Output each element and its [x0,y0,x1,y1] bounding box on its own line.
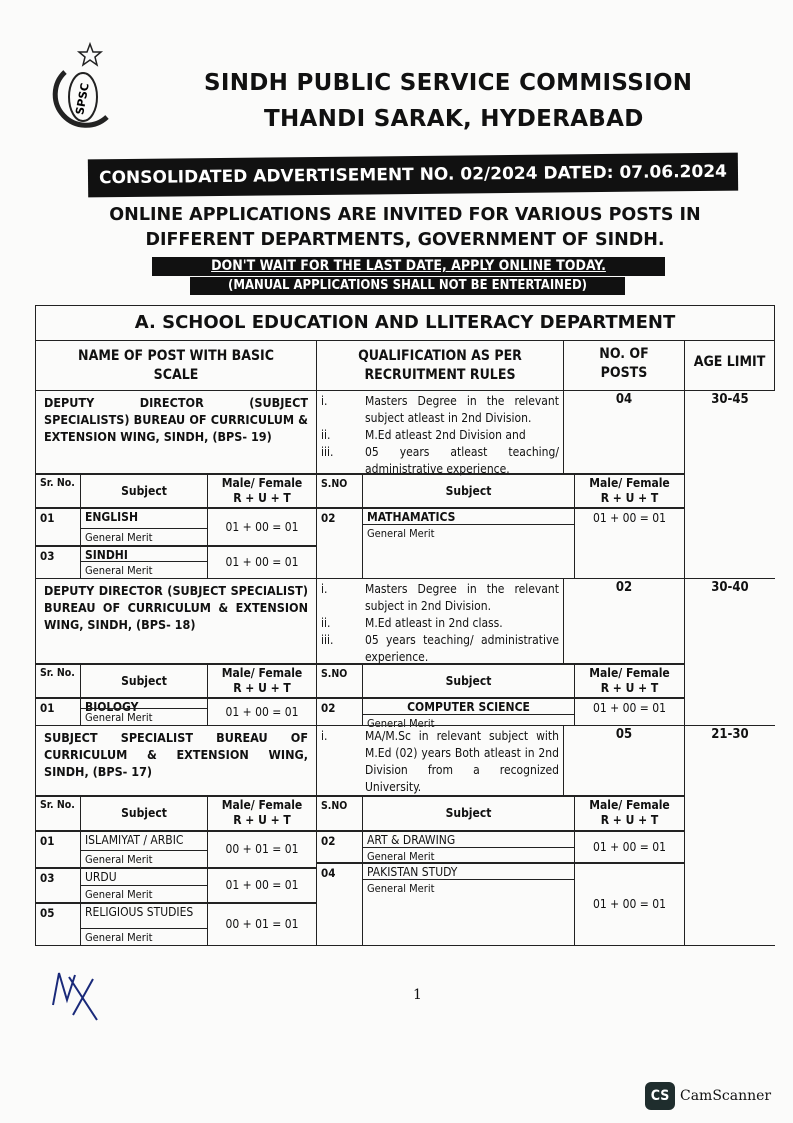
quota-type: General Merit [80,561,208,579]
post-qualification [316,578,564,664]
posts-count: 04 [563,390,685,474]
qualification-item [321,444,559,478]
apply-notice: DON'T WAIT FOR THE LAST DATE, APPLY ONLINE TODAY. [152,257,665,276]
sr-no-header: Sr. No. [35,664,81,698]
sr-no: 01 [35,831,81,868]
subject-header: Subject [80,474,208,508]
quota-value: 01 + 00 = 01 [574,863,685,946]
signature [45,965,105,1029]
male-female-header [574,796,685,831]
org-title: SINDH PUBLIC SERVICE COMMISSION [204,70,693,96]
col-header-age-limit: AGE LIMIT [684,340,775,391]
qualification-item [321,581,559,615]
intro-line-1: ONLINE APPLICATIONS ARE INVITED FOR VARIOUS POSTS IN [109,205,701,225]
quota-value: 01 + 00 = 01 [574,831,685,863]
quota-value: 01 + 00 = 01 [207,508,317,546]
mf-label: Male/ Female [221,666,303,680]
mf-label: Male/ Female [589,476,670,490]
mf-label: Male/ Female [589,798,670,812]
spsc-logo [45,42,115,137]
post-qualification [316,725,564,796]
sr-no: 03 [35,868,81,903]
subject-name: URDU [80,868,208,886]
male-female-header [574,664,685,698]
qualification-number: i. [321,394,328,408]
male-female-header [207,474,317,508]
section-title: A. SCHOOL EDUCATION AND LLITERACY DEPARTMENT [35,305,775,341]
rut-label: R + U + T [600,681,659,695]
rut-label: R + U + T [233,681,291,695]
subject-header: Subject [80,664,208,698]
age-limit: 30-40 [684,578,775,726]
sno: 04 [316,863,363,946]
quota-type: General Merit [362,879,575,946]
subject-name: MATHAMATICS [362,508,575,525]
posts-count: 05 [563,725,685,796]
advert-banner: CONSOLIDATED ADVERTISEMENT NO. 02/2024 DATED: 07.06.2024 [88,153,738,198]
quota-type: General Merit [80,850,208,868]
quota-value: 01 + 00 = 01 [574,508,685,579]
qualification-item [321,632,559,666]
male-female-header [207,664,317,698]
posts-count: 02 [563,578,685,664]
post-name: SUBJECT SPECIALIST BUREAU OF CURRICULUM & EXTENSION WING, SINDH, (BPS- 17) [35,725,317,796]
qualification-number: ii. [321,428,331,442]
camscanner-label: CamScanner [680,1088,772,1104]
male-female-header [574,474,685,508]
org-address: THANDI SARAK, HYDERABAD [264,106,644,132]
qualification-number: iii. [321,445,334,459]
subject-header: Subject [80,796,208,831]
qualification-item [321,393,559,427]
page-number: 1 [413,987,422,1003]
subject-header: Subject [362,664,575,698]
subject-name: PAKISTAN STUDY [362,863,575,880]
quota-type: General Merit [362,524,575,579]
qualification-text: 05 years teaching/ administrative experience. [365,633,559,664]
sno-header: S.NO [316,664,363,698]
quota-type: General Merit [80,528,208,546]
rut-label: R + U + T [233,491,291,505]
qualification-item [321,728,559,796]
rut-label: R + U + T [233,813,291,827]
quota-value: 01 + 00 = 01 [207,868,317,903]
quota-value: 00 + 01 = 01 [207,903,317,946]
rut-label: R + U + T [600,813,659,827]
sno-header: S.NO [316,796,363,831]
sno: 02 [316,831,363,863]
mf-label: Male/ Female [221,476,303,490]
subject-header: Subject [362,474,575,508]
subject-name: COMPUTER SCIENCE [362,698,575,715]
post-name: DEPUTY DIRECTOR (SUBJECT SPECIALIST) BUREAU OF CURRICULUM & EXTENSION WING, SINDH, (BPS- 18) [35,578,317,664]
camscanner-badge-icon: CS [645,1082,675,1110]
quota-type: General Merit [80,708,208,726]
male-female-header [207,796,317,831]
post-name: DEPUTY DIRECTOR (SUBJECT SPECIALISTS) BUREAU OF CURRICULUM & EXTENSION WING, SINDH, (BPS- 19) [35,390,317,474]
qualification-text: Masters Degree in the relevant subject atleast in 2nd Division. [365,394,559,425]
manual-notice: (MANUAL APPLICATIONS SHALL NOT BE ENTERTAINED) [190,277,625,295]
sno-header: S.NO [316,474,363,508]
qualification-text: M.Ed atleast in 2nd class. [365,616,503,630]
subject-name: ISLAMIYAT / ARBIC [80,831,208,851]
qualification-text: 05 years atleast teaching/ administrative experience. [365,445,559,476]
qualification-number: ii. [321,616,331,630]
quota-type: General Merit [80,885,208,903]
qualification-item [321,427,559,444]
mf-label: Male/ Female [589,666,670,680]
post-qualification [316,390,564,474]
qualification-number: iii. [321,633,334,647]
sr-no: 05 [35,903,81,946]
sr-no-header: Sr. No. [35,474,81,508]
age-limit: 21-30 [684,725,775,946]
sr-no: 01 [35,508,81,546]
qualification-text: Masters Degree in the relevant subject in 2nd Division. [365,582,559,613]
intro-line-2: DIFFERENT DEPARTMENTS, GOVERNMENT OF SINDH. [145,230,665,250]
age-limit: 30-45 [684,390,775,579]
sno: 02 [316,698,363,726]
quota-type: General Merit [362,847,575,863]
sr-no: 01 [35,698,81,726]
qualification-text: M.Ed atleast 2nd Division and [365,428,526,442]
sr-no: 03 [35,546,81,579]
qualification-item [321,615,559,632]
svg-text:SPSC: SPSC [73,82,92,116]
quota-type: General Merit [80,928,208,946]
qualification-number: i. [321,582,328,596]
col-header-post: NAME OF POST WITH BASIC SCALE [35,340,317,391]
mf-label: Male/ Female [221,798,303,812]
col-header-no-of-posts: NO. OF POSTS [563,340,685,391]
rut-label: R + U + T [600,491,659,505]
qualification-number: i. [321,729,328,743]
quota-value: 01 + 00 = 01 [574,698,685,726]
sr-no-header: Sr. No. [35,796,81,831]
col-header-qualification: QUALIFICATION AS PER RECRUITMENT RULES [316,340,564,391]
quota-value: 01 + 00 = 01 [207,546,317,579]
subject-name: BIOLOGY [80,698,208,709]
qualification-text: MA/M.Sc in relevant subject with M.Ed (02) years Both atleast in 2nd Division from a recognized University. [365,729,559,794]
subject-name: ART & DRAWING [362,831,575,848]
quota-type: General Merit [362,714,575,726]
quota-value: 00 + 01 = 01 [207,831,317,868]
quota-value: 01 + 00 = 01 [207,698,317,726]
subject-name: ENGLISH [80,508,208,529]
subject-name: SINDHI [80,546,208,562]
subject-header: Subject [362,796,575,831]
sno: 02 [316,508,363,579]
subject-name: RELIGIOUS STUDIES [80,903,208,929]
